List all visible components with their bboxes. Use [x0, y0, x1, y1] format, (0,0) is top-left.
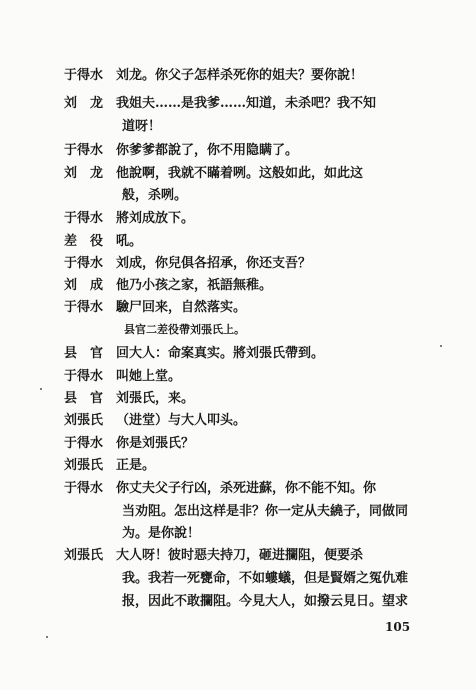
speaker-name: 刘 龙	[64, 96, 104, 111]
line-0	[64, 68, 363, 84]
speech-text: 你丈夫父子行凶，杀死进蘇，你不能不知。你	[116, 481, 377, 496]
speaker-name: 于得水	[64, 68, 104, 83]
line-6	[64, 211, 194, 227]
line-5: 般，杀咧。	[122, 188, 188, 203]
line-8	[64, 256, 311, 272]
speech-text: 正是。	[116, 458, 156, 473]
speech-text: 你是刘張氏？	[116, 436, 195, 451]
scan-speck	[46, 636, 48, 638]
line-19: 当劝阻。怎出这样是非？你一定从夫繞子，同做同	[122, 504, 409, 519]
speech-text: 回大人：命案真实。將刘張氏帶到。	[116, 346, 325, 361]
line-16	[64, 436, 194, 452]
line-10	[64, 300, 246, 316]
line-23: 报，因此不敢攔阻。今見大人，如撥云見日。望求	[122, 594, 409, 609]
speaker-name: 于得水	[64, 369, 104, 384]
speech-text: （进堂）与大人叩头。	[116, 413, 247, 428]
speaker-name: 刘張氏	[64, 548, 104, 563]
scan-speck	[440, 345, 442, 347]
line-7	[64, 234, 142, 250]
line-15	[64, 413, 246, 429]
speaker-name: 于得水	[64, 143, 104, 158]
line-22: 我。我若一死甕命，不如螻蟻，但是賢婿之冤仇难	[122, 571, 409, 586]
line-12	[64, 346, 324, 362]
scan-speck	[40, 388, 42, 390]
line-13	[64, 369, 181, 385]
speaker-name: 差 役	[64, 234, 104, 249]
speech-text: 我姐夫……是我爹……知道，未杀吧？我不知	[116, 96, 377, 111]
speech-text: 你爹爹都說了，你不用隐瞒了。	[116, 143, 299, 158]
speaker-name: 刘 成	[64, 278, 104, 293]
speech-text: 叫她上堂。	[116, 369, 182, 384]
speech-text: 將刘成放下。	[116, 211, 195, 226]
speech-text: 大人呀！彼时惡夫持刀，砸进攔阻，便要杀	[116, 548, 364, 563]
speech-text: 驗尸回来，自然落实。	[116, 300, 247, 315]
speaker-name: 于得水	[64, 300, 104, 315]
stage-direction: 县官二差役帶刘張氏上。	[124, 323, 245, 336]
speech-text: 刘成，你兒俱各招承，你还支吾？	[116, 256, 312, 271]
line-20: 为。是你說！	[122, 526, 201, 541]
speech-text: 他乃小孩之家，祇語無稚。	[116, 278, 273, 293]
speaker-name: 刘 龙	[64, 166, 104, 181]
speech-text: 刘龙。你父子怎样杀死你的姐夫？要你說！	[116, 68, 364, 83]
speech-text: 吼。	[116, 234, 143, 249]
speaker-name: 于得水	[64, 481, 104, 496]
speaker-name: 于得水	[64, 211, 104, 226]
speaker-name: 刘張氏	[64, 413, 104, 428]
speaker-name: 县 官	[64, 346, 104, 361]
line-18	[64, 481, 376, 497]
line-9	[64, 278, 272, 294]
speaker-name: 于得水	[64, 436, 104, 451]
line-14	[64, 391, 194, 407]
line-1	[64, 96, 376, 112]
speaker-name: 于得水	[64, 256, 104, 271]
speech-text: 刘張氏，来。	[116, 391, 195, 406]
line-21	[64, 548, 363, 564]
speech-text: 他說啊，我就不瞞着咧。这般如此，如此这	[116, 166, 364, 181]
line-3	[64, 143, 298, 159]
line-2: 道呀！	[122, 119, 162, 134]
speaker-name: 县 官	[64, 391, 104, 406]
line-17	[64, 458, 155, 474]
speaker-name: 刘張氏	[64, 458, 104, 473]
line-4	[64, 166, 363, 182]
page-number: 105	[385, 620, 411, 634]
